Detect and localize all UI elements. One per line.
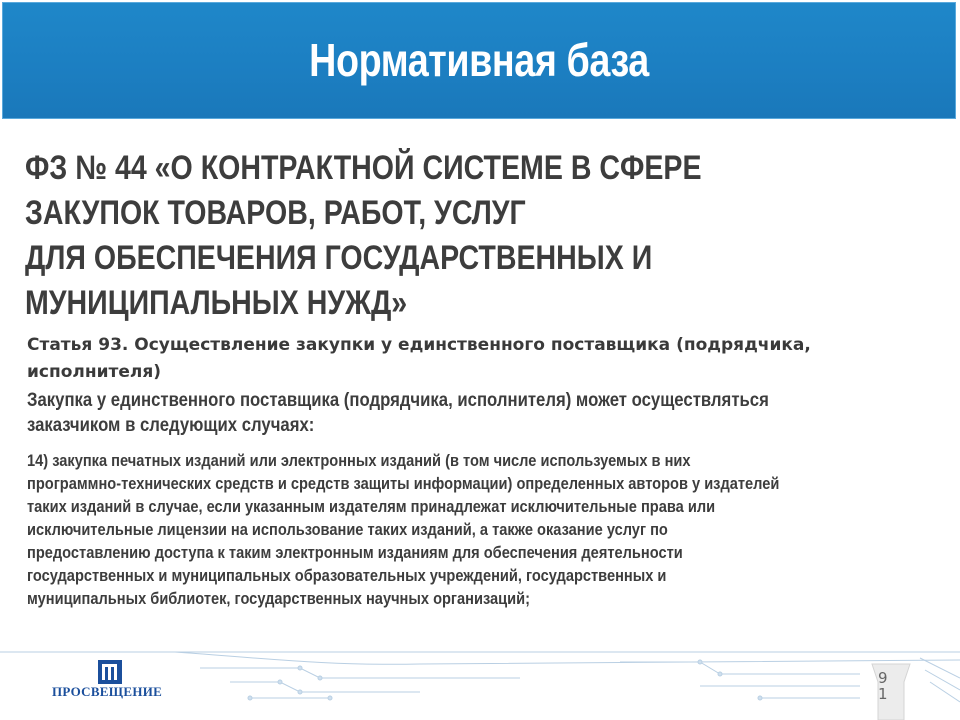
law-title-line: ФЗ № 44 «О КОНТРАКТНОЙ СИСТЕМЕ В СФЕРЕ: [25, 149, 702, 187]
clause-line: исключительные лицензии на использование таких изданий, а также оказание услуг по: [27, 520, 668, 539]
law-title-line: ЗАКУПОК ТОВАРОВ, РАБОТ, УСЛУГ: [25, 194, 526, 232]
prosveshchenie-logo-icon: [97, 659, 123, 685]
intro-line: Закупка у единственного поставщика (подрядчика, исполнителя) может осуществляться: [27, 390, 769, 411]
clause-line: государственных и муниципальных образовательных учреждений, государственных и: [27, 566, 667, 585]
page-number: [878, 670, 904, 702]
clause-14: [27, 449, 947, 610]
publisher-logo-text: ПРОСВЕЩЕНИЕ: [52, 684, 163, 699]
page-number-digit: 1: [878, 685, 889, 703]
title-banner: [2, 2, 956, 119]
clause-line: программно-технических средств и средств защиты информации) определенных авторов у издателей: [27, 474, 780, 493]
page-number-digit: 9: [878, 669, 889, 687]
clause-line: муниципальных библиотек, государственных научных организаций;: [27, 589, 531, 608]
article-title: Статья 93. Осуществление закупки у единственного поставщика (подрядчика, исполнителя): [27, 335, 811, 382]
intro-line: заказчиком в следующих случаях:: [27, 415, 315, 436]
law-title: [25, 146, 781, 326]
law-title-line: МУНИЦИПАЛЬНЫХ НУЖД»: [25, 284, 408, 322]
slide-title: Нормативная база: [309, 34, 649, 86]
clause-line: 14) закупка печатных изданий или электронных изданий (в том числе используемых в них: [27, 451, 691, 470]
clause-line: предоставлению доступа к таким электронным изданиям для обеспечения деятельности: [27, 543, 683, 562]
law-title-line: ДЛЯ ОБЕСПЕЧЕНИЯ ГОСУДАРСТВЕННЫХ И: [25, 239, 653, 277]
clause-line: таких изданий в случае, если указанным издателям принадлежат исключительные права или: [27, 497, 716, 516]
intro-paragraph: [27, 388, 907, 438]
